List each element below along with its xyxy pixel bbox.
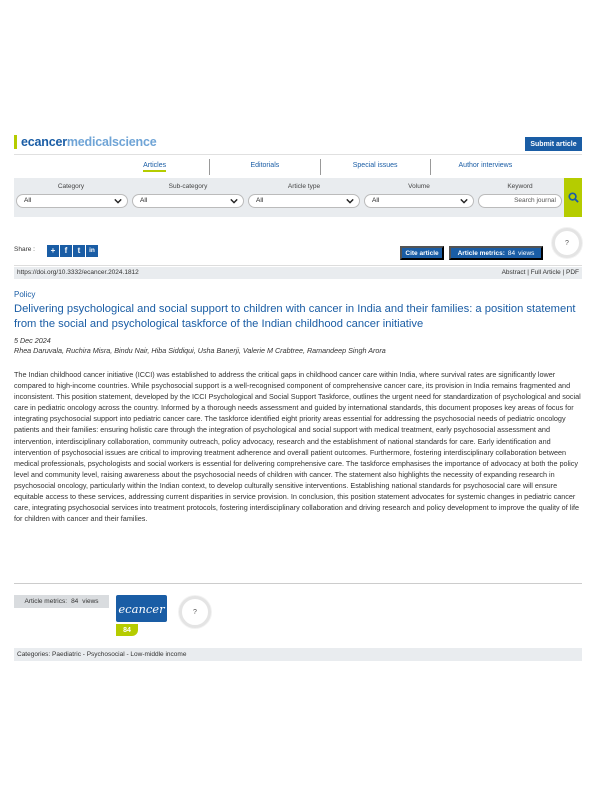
search-input[interactable]: Search journal xyxy=(478,194,562,208)
nav-author-interviews[interactable]: Author interviews xyxy=(430,159,540,175)
author-list: Rhea Daruvala, Ruchira Misra, Bindu Nair, Hiba Siddiqui, Usha Banerji, Valerie M Crabtree, Ramandeep Singh Arora xyxy=(14,346,386,355)
badge-view-count: 84 xyxy=(116,624,138,636)
logo-accent-bar xyxy=(14,135,17,149)
article-metrics-summary[interactable] xyxy=(14,595,109,608)
article-section[interactable]: Policy xyxy=(14,290,36,299)
nav-special-issues[interactable]: Special issues xyxy=(320,159,430,175)
category-label: Category xyxy=(57,183,85,190)
ecancer-views-badge[interactable] xyxy=(116,595,167,622)
abstract-divider xyxy=(14,583,582,584)
publication-date: 5 Dec 2024 xyxy=(14,336,51,345)
chevron-down-icon xyxy=(230,197,238,205)
metrics-unit: views xyxy=(518,249,535,257)
submit-article-button[interactable]: Submit article xyxy=(525,137,582,151)
doi-bar xyxy=(14,267,582,279)
twitter-icon[interactable]: t xyxy=(73,245,85,257)
volume-value: All xyxy=(372,197,380,204)
nav-articles[interactable]: Articles xyxy=(100,159,209,175)
badge-text: ecancer xyxy=(118,601,165,616)
linkedin-icon[interactable]: in xyxy=(86,245,98,257)
keyword-label: Keyword xyxy=(507,183,533,190)
chevron-down-icon xyxy=(114,197,122,205)
filter-panel xyxy=(14,178,582,217)
article-title: Delivering psychological and social support to children with cancer in India and their families: a position statement from the social and psychological taskforce of the Indian childhood cancer initiative xyxy=(14,303,576,330)
article-type-label: Article type xyxy=(287,183,321,190)
category-value: All xyxy=(24,197,32,204)
altmetric-donut[interactable] xyxy=(552,228,582,258)
share-label: Share : xyxy=(14,246,35,253)
chevron-down-icon xyxy=(460,197,468,205)
abstract-text: The Indian childhood cancer initiative (ICCI) was established to address the critical gaps in childhood cancer care within India, where survival rates are significantly lower compared to high-income countries. While psychosocial support is a well-recognised component of comprehensive cancer care, its provision in India remains fragmented and inconsistent. This position statement, developed by the ICCI Psychological and Social Support Taskforce, outlines the urgent need for standardization of psychological and social care in pediatric oncology across the country. Informed by a thorough needs assessment and guided by international standards, this document proposes key areas of focus for integrating psychosocial support into pediatric cancer care. The taskforce identified eight priority areas essential for addressing the psychosocial needs of pediatric oncology patients and their families: ensuring holistic care through the integration of psychological and social support with medical treatment, early psychosocial assessment and intervention, interdisciplinary collaboration, community outreach, policy advocacy, research and the establishment of national standards for care. Early identification and intervention of psychosocial issues are critical to improving treatment adherence and overall patient outcomes. Furthermore, fostering interdisciplinary collaboration between medical professionals, psychologists and social workers is essential for delivering comprehensive care. The taskforce emphasises the importance of advocacy at both the policy level and community level, raising awareness about the psychosocial needs of children with cancer. The statement also highlights the necessity of expanding research in psychosocial oncology, particularly within the Indian context, to develop culturally sensitive interventions. Establishing national standards for psychosocial care will ensure equitable access to these services, addressing current disparities in service provision. In conclusion, this position statement advocates for systemic changes in pediatric cancer care, integrating psychosocial services into treatment protocols, fostering interdisciplinary collaboration and driving research and policy development to improve the quality of life for children with cancer and their families. xyxy=(14,370,581,524)
doi-link[interactable]: https://doi.org/10.3332/ecancer.2024.1812 xyxy=(17,269,139,276)
facebook-icon[interactable]: f xyxy=(60,245,72,257)
bottom-metrics-label: Article metrics: xyxy=(24,598,68,605)
altmetric-donut-bottom[interactable] xyxy=(179,596,211,628)
category-select[interactable] xyxy=(16,194,128,208)
chevron-down-icon xyxy=(346,197,354,205)
search-icon xyxy=(568,192,579,203)
metrics-count: 84 xyxy=(507,249,516,257)
logo-text-medicalscience: medicalscience xyxy=(66,135,157,149)
subcategory-label: Sub-category xyxy=(168,183,208,190)
subcategory-select[interactable] xyxy=(132,194,244,208)
volume-label: Volume xyxy=(408,183,430,190)
article-metrics-button[interactable] xyxy=(449,246,543,260)
categories-bar: Categories: Paediatric - Psychosocial - Low-middle income xyxy=(14,648,582,661)
cite-article-button[interactable]: Cite article xyxy=(400,246,444,260)
share-plus-icon[interactable]: + xyxy=(47,245,59,257)
share-icons xyxy=(47,245,98,257)
bottom-metrics-count: 84 xyxy=(71,598,79,605)
search-button[interactable] xyxy=(564,178,582,217)
nav-editorials[interactable]: Editorials xyxy=(209,159,319,175)
site-logo[interactable] xyxy=(21,135,157,149)
altmetric-score: ? xyxy=(565,239,569,247)
format-links[interactable]: Abstract | Full Article | PDF xyxy=(501,269,579,276)
logo-text-ecancer: ecancer xyxy=(21,135,67,149)
subcategory-value: All xyxy=(140,197,148,204)
altmetric-score-bottom: ? xyxy=(193,608,197,616)
volume-select[interactable] xyxy=(364,194,474,208)
share-divider xyxy=(14,265,582,266)
metrics-label: Article metrics: xyxy=(457,249,505,257)
article-type-value: All xyxy=(256,197,264,204)
bottom-metrics-unit: views xyxy=(82,598,99,605)
main-nav xyxy=(100,159,540,175)
article-type-select[interactable] xyxy=(248,194,360,208)
header-divider xyxy=(14,154,582,155)
